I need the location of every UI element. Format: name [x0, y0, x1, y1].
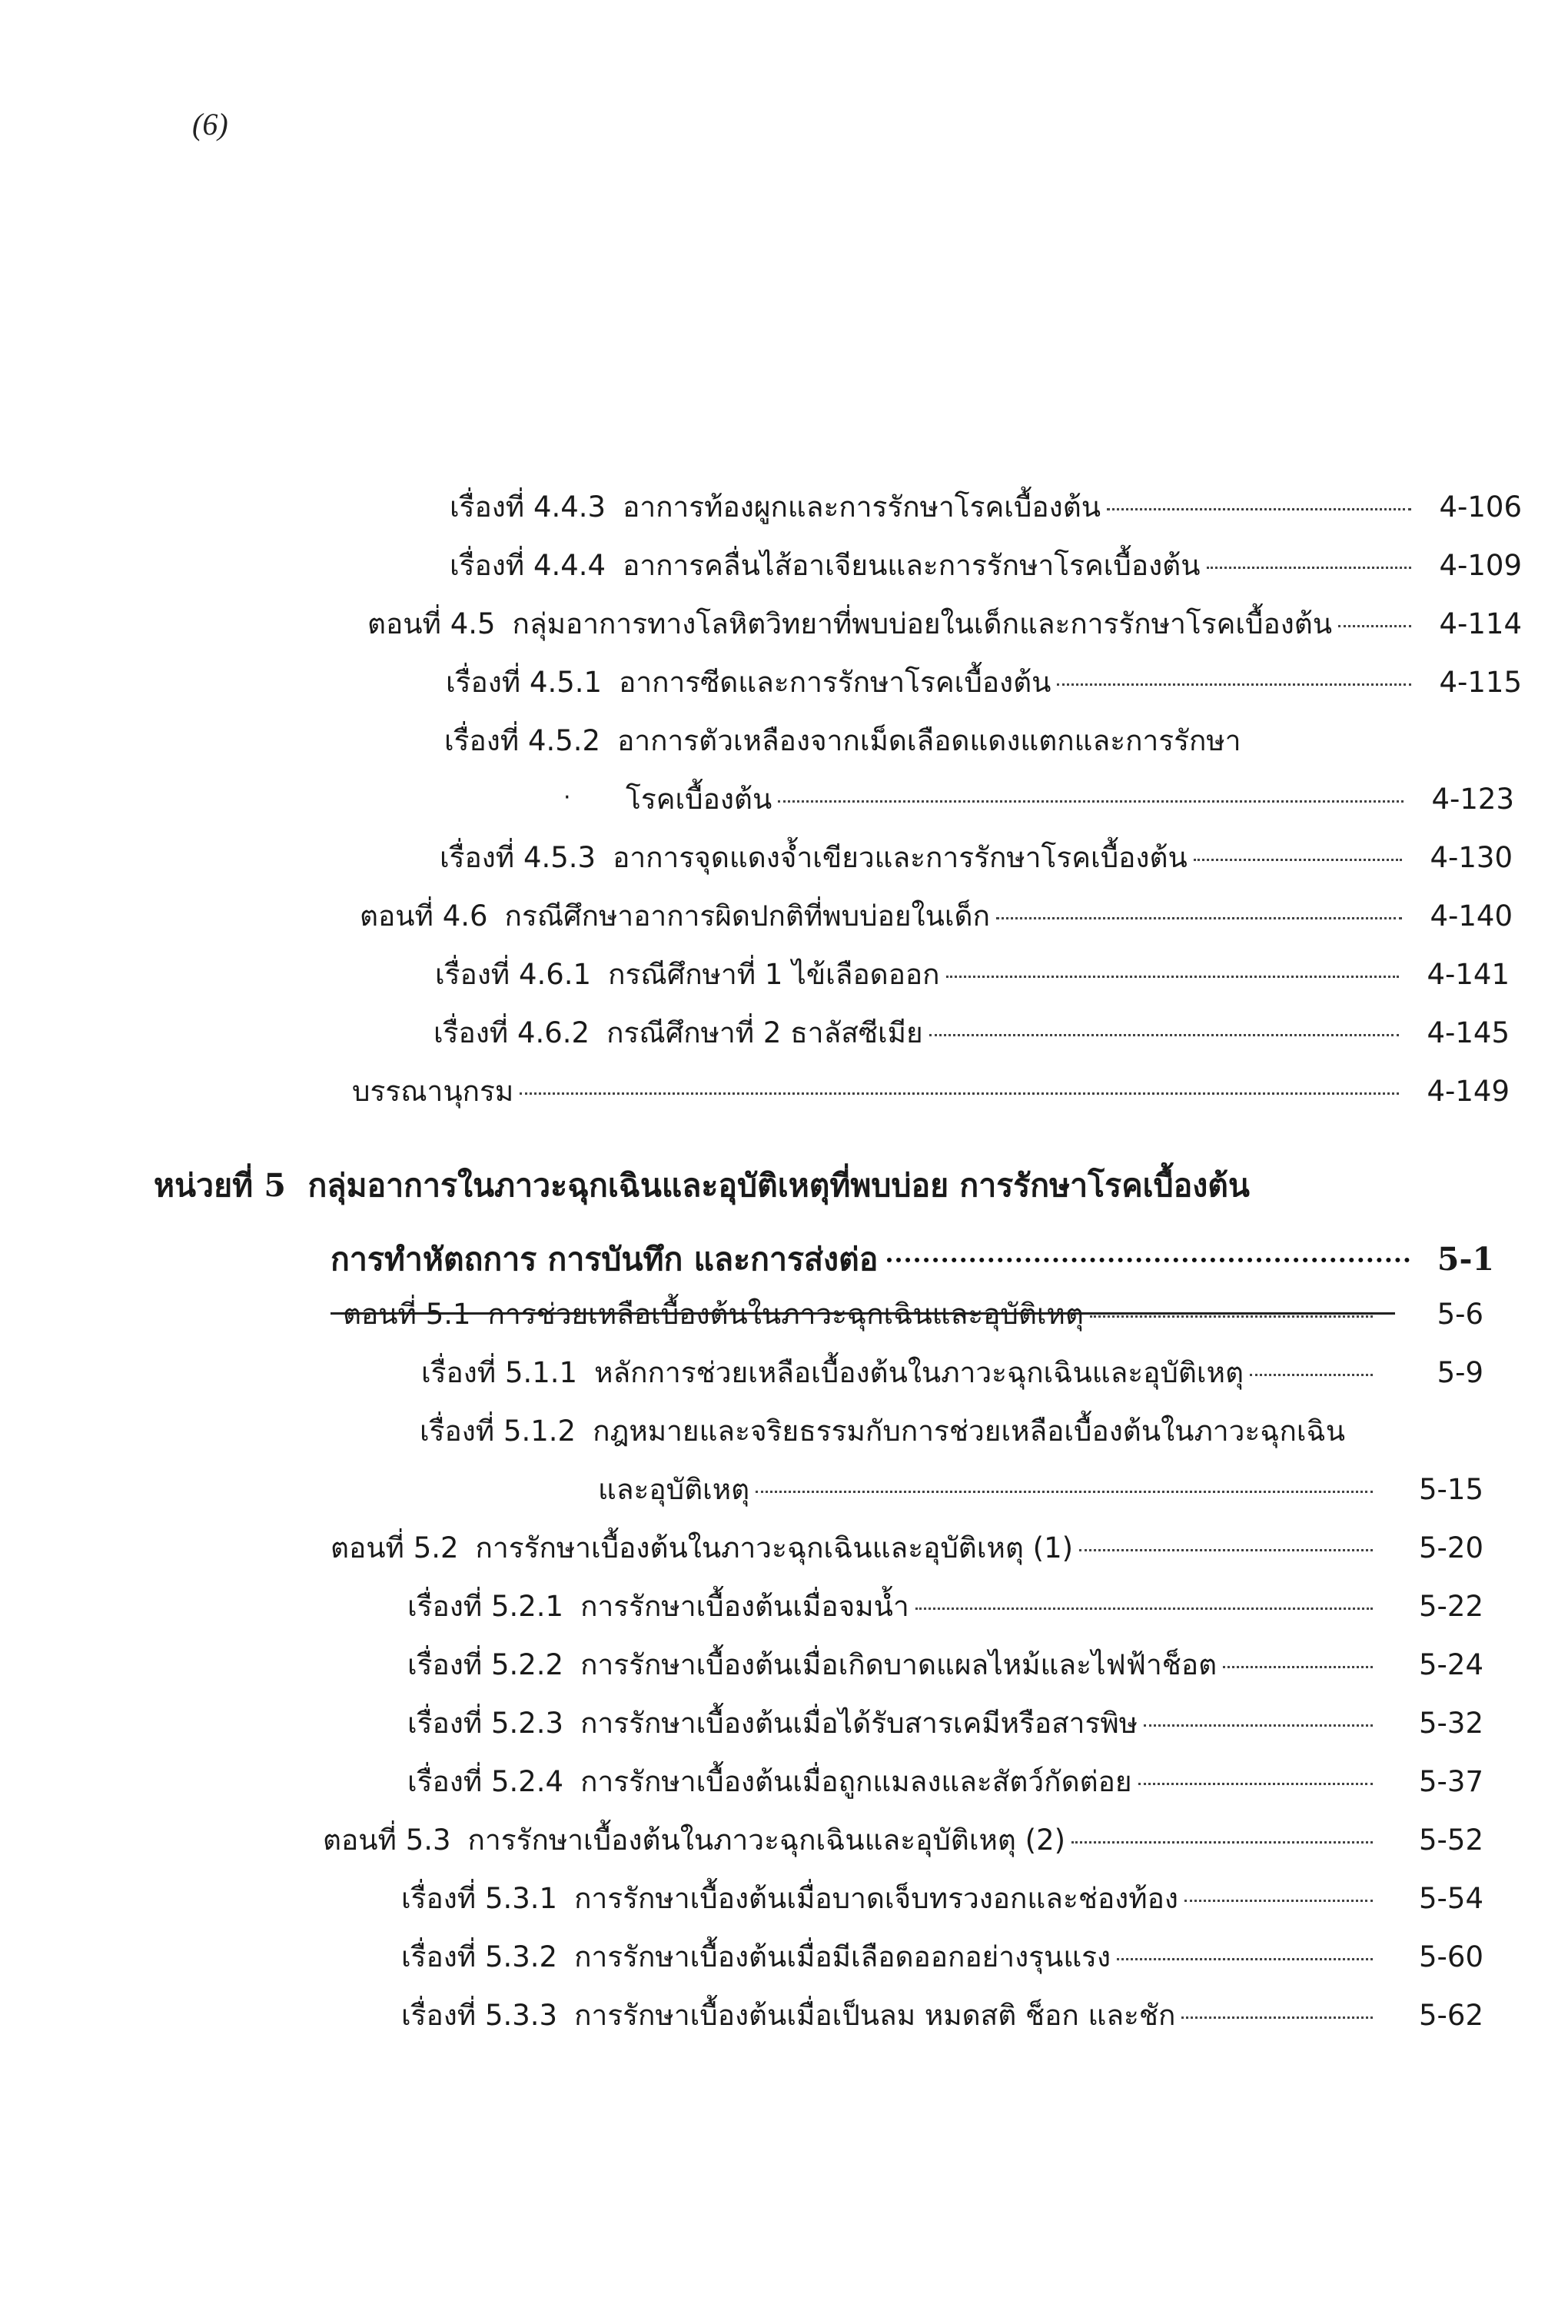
- dot-leader: [520, 1092, 1399, 1095]
- toc-entry: [450, 490, 1522, 524]
- toc-entry-label: เรื่องที่ 5.3.2: [401, 1940, 558, 1973]
- toc-entry-page: 4-149: [1427, 1075, 1510, 1108]
- toc-entry: [352, 1075, 1510, 1109]
- toc-entry-title: การรักษาเบื้องต้นเมื่อบาดเจ็บทรวงอกและช่องท้อง: [574, 1882, 1178, 1915]
- toc-entry-label: เรื่องที่ 5.3.3: [401, 1999, 558, 2032]
- toc-entry: [401, 1882, 1483, 1916]
- toc-entry-page: 5-22: [1419, 1590, 1483, 1623]
- toc-entry-title: หลักการช่วยเหลือเบื้องต้นในภาวะฉุกเฉินและอุบัติเหตุ: [594, 1356, 1244, 1389]
- toc-entry-title: อาการคลื่นไส้อาเจียนและการรักษาโรคเบื้องต้น: [623, 549, 1201, 582]
- dot-leader: [1057, 683, 1411, 686]
- toc-entry-title: อาการท้องผูกและการรักษาโรคเบื้องต้น: [623, 490, 1101, 524]
- toc-entry-title: กรณีศึกษาที่ 2 ธาลัสซีเมีย: [606, 1016, 923, 1049]
- toc-entry-label: เรื่องที่ 5.2.2: [407, 1648, 564, 1681]
- toc-entry: [407, 1590, 1483, 1624]
- toc-entry-title: การรักษาเบื้องต้นเมื่อมีเลือดออกอย่างรุนแรง: [574, 1940, 1111, 1973]
- toc-entry-label: เรื่องที่ 4.6.2: [434, 1016, 590, 1049]
- toc-entry: [407, 1648, 1483, 1682]
- toc-entry-label: เรื่องที่ 5.2.1: [407, 1590, 564, 1623]
- toc-entry: [421, 1356, 1483, 1390]
- unit-heading: [154, 1161, 1250, 1211]
- dot-leader: [1207, 567, 1412, 569]
- dot-leader: [1079, 1549, 1373, 1551]
- toc-entry-page: 4-114: [1439, 607, 1522, 640]
- toc-entry: [450, 549, 1522, 583]
- toc-entry-continuation: [626, 783, 1514, 816]
- dot-leader: [1071, 1841, 1373, 1844]
- toc-entry-page: 5-6: [1437, 1298, 1483, 1331]
- page-number: (6): [192, 107, 228, 141]
- toc-entry-title: กฎหมายและจริยธรรมกับการช่วยเหลือเบื้องต้นในภาวะฉุกเฉิน: [593, 1415, 1346, 1448]
- toc-entry-label: ตอนที่ 5.2: [331, 1531, 459, 1564]
- toc-entry-label: ตอนที่ 4.5: [367, 607, 496, 640]
- toc-entry: [407, 1707, 1483, 1741]
- toc-entry-page: 5-24: [1419, 1648, 1483, 1681]
- toc-entry-label: เรื่องที่ 5.3.1: [401, 1882, 558, 1915]
- toc-entry-title: และอุบัติเหตุ: [598, 1473, 750, 1506]
- toc-entry: [434, 1016, 1510, 1050]
- toc-entry-title: กรณีศึกษาที่ 1 ไข้เลือดออก: [608, 958, 940, 991]
- dot-leader: [1117, 1958, 1373, 1960]
- toc-entry: [343, 1298, 1483, 1332]
- toc-entry-page: 5-52: [1419, 1824, 1483, 1857]
- toc-entry-title: อาการซีดและการรักษาโรคเบื้องต้น: [619, 666, 1051, 699]
- toc-entry-title: การรักษาเบื้องต้นในภาวะฉุกเฉินและอุบัติเหตุ (2): [467, 1824, 1066, 1857]
- toc-entry-page: 4-140: [1430, 899, 1513, 933]
- dot-leader: [946, 976, 1399, 978]
- toc-entry-title: การรักษาเบื้องต้นเมื่อเกิดบาดแผลไหม้และไฟฟ้าช็อต: [580, 1648, 1218, 1681]
- unit-title-line1: กลุ่มอาการในภาวะฉุกเฉินและอุบัติเหตุที่พบบ่อย การรักษาโรคเบื้องต้น: [307, 1167, 1250, 1204]
- toc-entry-title: บรรณานุกรม: [352, 1075, 514, 1108]
- toc-entry-page: 5-9: [1437, 1356, 1483, 1389]
- toc-entry-label: เรื่องที่ 5.2.4: [407, 1765, 564, 1798]
- toc-entry: [323, 1824, 1483, 1857]
- dot-leader: [756, 1491, 1373, 1493]
- toc-entry: [401, 1999, 1483, 2033]
- dot-leader: [1144, 1724, 1373, 1727]
- dot-leader: [1194, 859, 1402, 861]
- toc-entry-page: 5-32: [1419, 1707, 1483, 1740]
- toc-entry-label: เรื่องที่ 4.6.1: [435, 958, 592, 991]
- toc-entry: [435, 958, 1510, 992]
- toc-entry: [401, 1940, 1483, 1974]
- toc-entry: [420, 1415, 1345, 1448]
- toc-entry-label: เรื่องที่ 4.5.2: [444, 724, 601, 757]
- dot-leader: [996, 917, 1402, 919]
- toc-entry-title: การรักษาเบื้องต้นเมื่อเป็นลม หมดสติ ช็อก และชัก: [574, 1999, 1176, 2032]
- toc-entry-label: เรื่องที่ 5.1.2: [420, 1415, 576, 1448]
- toc-entry: [360, 899, 1513, 933]
- dot-leader: [1138, 1783, 1373, 1785]
- toc-entry-page: 5-37: [1419, 1765, 1483, 1798]
- toc-entry-page: 5-62: [1419, 1999, 1483, 2032]
- toc-entry: [331, 1531, 1483, 1565]
- toc-entry-title: การรักษาเบื้องต้นในภาวะฉุกเฉินและอุบัติเหตุ (1): [475, 1531, 1074, 1564]
- toc-entry-label: เรื่องที่ 5.2.3: [407, 1707, 564, 1740]
- toc-entry-page: 4-109: [1439, 549, 1522, 582]
- toc-entry-continuation: [598, 1473, 1483, 1507]
- dot-leader: [1338, 625, 1411, 627]
- dot-leader: [915, 1608, 1373, 1610]
- unit-page: 5-1: [1437, 1241, 1494, 1278]
- toc-entry-title: การรักษาเบื้องต้นเมื่อถูกแมลงและสัตว์กัดต่อย: [580, 1765, 1132, 1798]
- toc-entry-label: เรื่องที่ 4.4.4: [450, 549, 606, 582]
- toc-entry-page: 5-20: [1419, 1531, 1483, 1564]
- toc-entry-label: เรื่องที่ 5.1.1: [421, 1356, 578, 1389]
- dot-leader: [1107, 508, 1411, 510]
- toc-entry: [407, 1765, 1483, 1799]
- toc-entry-title: อาการตัวเหลืองจากเม็ดเลือดแดงแตกและการรักษา: [617, 724, 1241, 757]
- toc-entry-page: 4-141: [1427, 958, 1510, 991]
- toc-entry: [446, 666, 1522, 700]
- toc-entry-label: ตอนที่ 5.1: [343, 1298, 471, 1331]
- toc-entry-title: อาการจุดแดงจ้ำเขียวและการรักษาโรคเบื้องต้น: [613, 841, 1188, 874]
- dot-leader: [1223, 1666, 1373, 1668]
- toc-entry-title: การช่วยเหลือเบื้องต้นในภาวะฉุกเฉินและอุบัติเหตุ: [487, 1298, 1084, 1331]
- toc-entry-page: 5-15: [1419, 1473, 1483, 1506]
- toc-entry: [440, 841, 1513, 875]
- dot-leader: [929, 1034, 1399, 1036]
- toc-entry-title: กรณีศึกษาอาการผิดปกติที่พบบ่อยในเด็ก: [504, 899, 990, 933]
- toc-entry-page: 4-123: [1431, 783, 1514, 816]
- dot-leader: [1250, 1374, 1373, 1376]
- toc-entry-title: การรักษาเบื้องต้นเมื่อจมน้ำ: [580, 1590, 909, 1623]
- stray-mark: ·: [563, 784, 571, 811]
- unit-heading-line2: [331, 1235, 1494, 1285]
- dot-leader: [778, 800, 1404, 803]
- dot-leader: [1181, 2016, 1373, 2019]
- toc-entry-label: ตอนที่ 4.6: [360, 899, 488, 933]
- toc-entry-title: โรคเบื้องต้น: [626, 783, 772, 816]
- dot-leader: [1184, 1900, 1373, 1902]
- toc-entry: [444, 724, 1241, 758]
- toc-entry-page: 4-106: [1439, 490, 1522, 524]
- toc-entry-label: ตอนที่ 5.3: [323, 1824, 451, 1857]
- toc-entry-page: 5-54: [1419, 1882, 1483, 1915]
- dot-leader: [1090, 1315, 1373, 1318]
- unit-title-line2: การทำหัตถการ การบันทึก และการส่งต่อ: [331, 1241, 879, 1278]
- unit-label: หน่วยที่ 5: [154, 1167, 286, 1204]
- toc-entry: [367, 607, 1522, 641]
- toc-entry-title: กลุ่มอาการทางโลหิตวิทยาที่พบบ่อยในเด็กและการรักษาโรคเบื้องต้น: [512, 607, 1333, 640]
- toc-entry-page: 4-115: [1439, 666, 1522, 699]
- toc-entry-title: การรักษาเบื้องต้นเมื่อได้รับสารเคมีหรือสารพิษ: [580, 1707, 1138, 1740]
- toc-entry-page: 4-130: [1430, 841, 1513, 874]
- toc-entry-label: เรื่องที่ 4.5.1: [446, 666, 603, 699]
- toc-entry-page: 4-145: [1427, 1016, 1510, 1049]
- toc-entry-label: เรื่องที่ 4.4.3: [450, 490, 606, 524]
- toc-entry-page: 5-60: [1419, 1940, 1483, 1973]
- toc-entry-label: เรื่องที่ 4.5.3: [440, 841, 596, 874]
- dot-leader: [887, 1258, 1410, 1262]
